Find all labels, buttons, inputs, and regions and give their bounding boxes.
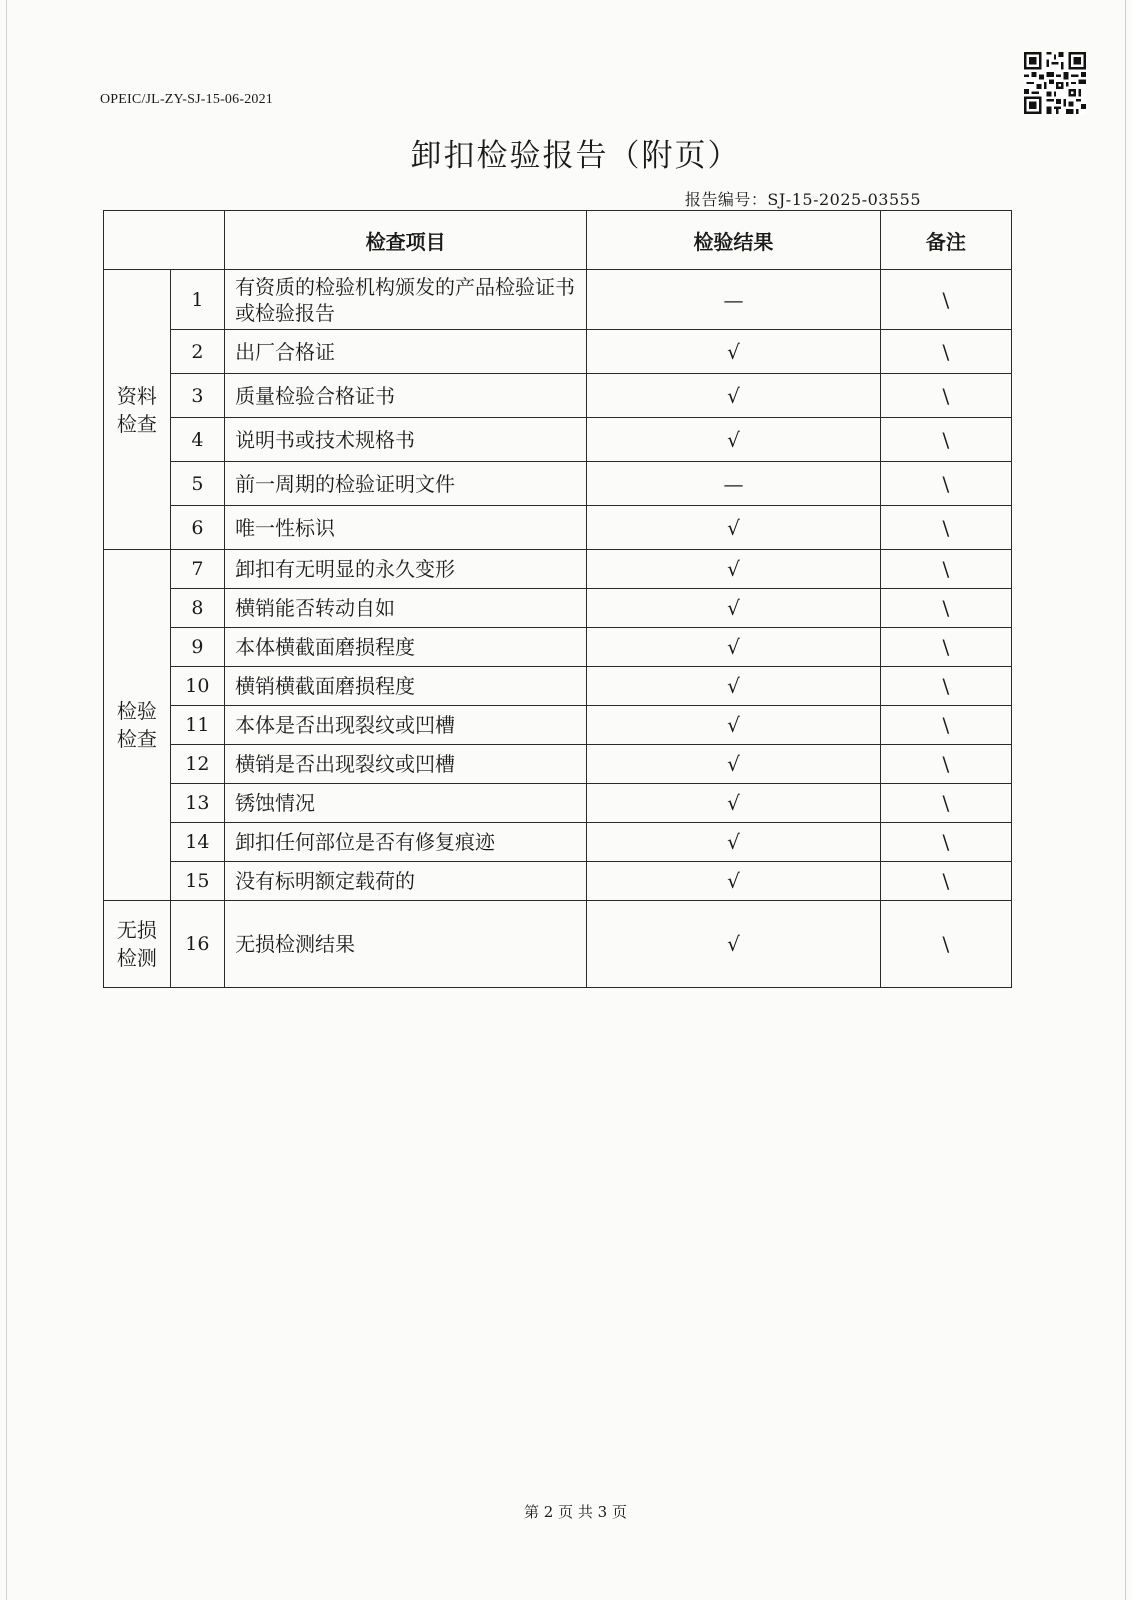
table-row bbox=[104, 330, 1012, 374]
row-result: √ bbox=[587, 862, 880, 901]
row-number: 12 bbox=[170, 745, 224, 784]
table-row bbox=[104, 745, 1012, 784]
row-number: 5 bbox=[170, 462, 224, 506]
table-row bbox=[104, 667, 1012, 706]
row-number: 15 bbox=[170, 862, 224, 901]
row-result: √ bbox=[587, 706, 880, 745]
row-result: √ bbox=[587, 589, 880, 628]
row-remark: \ bbox=[880, 784, 1011, 823]
row-result: √ bbox=[587, 506, 880, 550]
row-result: √ bbox=[587, 374, 880, 418]
table-row bbox=[104, 823, 1012, 862]
table-row bbox=[104, 862, 1012, 901]
row-number: 4 bbox=[170, 418, 224, 462]
row-number: 3 bbox=[170, 374, 224, 418]
group-label-line: 检查 bbox=[116, 727, 157, 751]
row-item: 卸扣任何部位是否有修复痕迹 bbox=[225, 823, 587, 862]
column-header-remark: 备注 bbox=[880, 211, 1011, 270]
row-item: 本体横截面磨损程度 bbox=[225, 628, 587, 667]
row-number: 6 bbox=[170, 506, 224, 550]
scan-edge-right bbox=[1125, 0, 1126, 1600]
row-remark: \ bbox=[880, 418, 1011, 462]
page-number: 第 2 页 共 3 页 bbox=[524, 1503, 627, 1521]
row-item: 质量检验合格证书 bbox=[225, 374, 587, 418]
row-result: √ bbox=[587, 784, 880, 823]
row-number: 11 bbox=[170, 706, 224, 745]
row-number: 16 bbox=[170, 901, 224, 988]
column-header-result: 检验结果 bbox=[587, 211, 880, 270]
page-title: 卸扣检验报告（附页） bbox=[410, 138, 741, 174]
table-header-row bbox=[104, 211, 1012, 270]
row-remark: \ bbox=[880, 550, 1011, 589]
row-result: √ bbox=[587, 745, 880, 784]
table-row bbox=[104, 628, 1012, 667]
group-label-data-check bbox=[104, 270, 171, 550]
row-item: 锈蚀情况 bbox=[225, 784, 587, 823]
row-item: 唯一性标识 bbox=[225, 506, 587, 550]
row-result: — bbox=[587, 270, 880, 330]
row-remark: \ bbox=[880, 506, 1011, 550]
row-result: — bbox=[587, 462, 880, 506]
row-number: 10 bbox=[170, 667, 224, 706]
row-remark: \ bbox=[880, 270, 1011, 330]
row-remark: \ bbox=[880, 462, 1011, 506]
row-number: 1 bbox=[170, 270, 224, 330]
group-label-ndt bbox=[104, 901, 171, 988]
row-item: 本体是否出现裂纹或凹槽 bbox=[225, 706, 587, 745]
table-row bbox=[104, 462, 1012, 506]
row-item: 前一周期的检验证明文件 bbox=[225, 462, 587, 506]
row-remark: \ bbox=[880, 374, 1011, 418]
table-row bbox=[104, 784, 1012, 823]
row-number: 8 bbox=[170, 589, 224, 628]
row-remark: \ bbox=[880, 823, 1011, 862]
row-remark: \ bbox=[880, 667, 1011, 706]
qr-code-icon bbox=[1024, 52, 1086, 114]
row-number: 13 bbox=[170, 784, 224, 823]
scan-edge-left bbox=[6, 0, 7, 1600]
row-result: √ bbox=[587, 550, 880, 589]
document-code: OPEIC/JL-ZY-SJ-15-06-2021 bbox=[100, 92, 273, 107]
row-result: √ bbox=[587, 330, 880, 374]
row-item: 没有标明额定载荷的 bbox=[225, 862, 587, 901]
table-row bbox=[104, 901, 1012, 988]
group-label-line: 检查 bbox=[116, 411, 157, 436]
row-number: 2 bbox=[170, 330, 224, 374]
table-row bbox=[104, 550, 1012, 589]
row-item: 说明书或技术规格书 bbox=[225, 418, 587, 462]
group-label-line: 无损 bbox=[116, 918, 157, 942]
inspection-table bbox=[103, 210, 1012, 988]
column-header-item: 检查项目 bbox=[225, 211, 587, 270]
row-remark: \ bbox=[880, 706, 1011, 745]
table-row bbox=[104, 589, 1012, 628]
table-row bbox=[104, 506, 1012, 550]
group-label-line: 检验 bbox=[116, 699, 157, 723]
row-remark: \ bbox=[880, 862, 1011, 901]
row-remark: \ bbox=[880, 901, 1011, 988]
table-row bbox=[104, 418, 1012, 462]
row-result: √ bbox=[587, 628, 880, 667]
table-row bbox=[104, 706, 1012, 745]
table-row bbox=[104, 270, 1012, 330]
row-result: √ bbox=[587, 823, 880, 862]
row-item: 有资质的检验机构颁发的产品检验证书或检验报告 bbox=[225, 270, 587, 330]
row-item: 卸扣有无明显的永久变形 bbox=[225, 550, 587, 589]
row-result: √ bbox=[587, 667, 880, 706]
group-label-inspection-check bbox=[104, 550, 171, 901]
row-number: 14 bbox=[170, 823, 224, 862]
row-number: 9 bbox=[170, 628, 224, 667]
row-remark: \ bbox=[880, 330, 1011, 374]
row-remark: \ bbox=[880, 589, 1011, 628]
report-number: 报告编号：SJ-15-2025-03555 bbox=[684, 190, 921, 209]
table-row bbox=[104, 374, 1012, 418]
row-result: √ bbox=[587, 418, 880, 462]
row-item: 横销是否出现裂纹或凹槽 bbox=[225, 745, 587, 784]
header-blank-cell bbox=[104, 211, 225, 270]
row-number: 7 bbox=[170, 550, 224, 589]
row-remark: \ bbox=[880, 628, 1011, 667]
row-item: 横销能否转动自如 bbox=[225, 589, 587, 628]
row-result: √ bbox=[587, 901, 880, 988]
group-label-line: 检测 bbox=[116, 946, 157, 970]
group-label-line: 资料 bbox=[116, 383, 157, 408]
row-remark: \ bbox=[880, 745, 1011, 784]
row-item: 无损检测结果 bbox=[225, 901, 587, 988]
row-item: 横销横截面磨损程度 bbox=[225, 667, 587, 706]
row-item: 出厂合格证 bbox=[225, 330, 587, 374]
